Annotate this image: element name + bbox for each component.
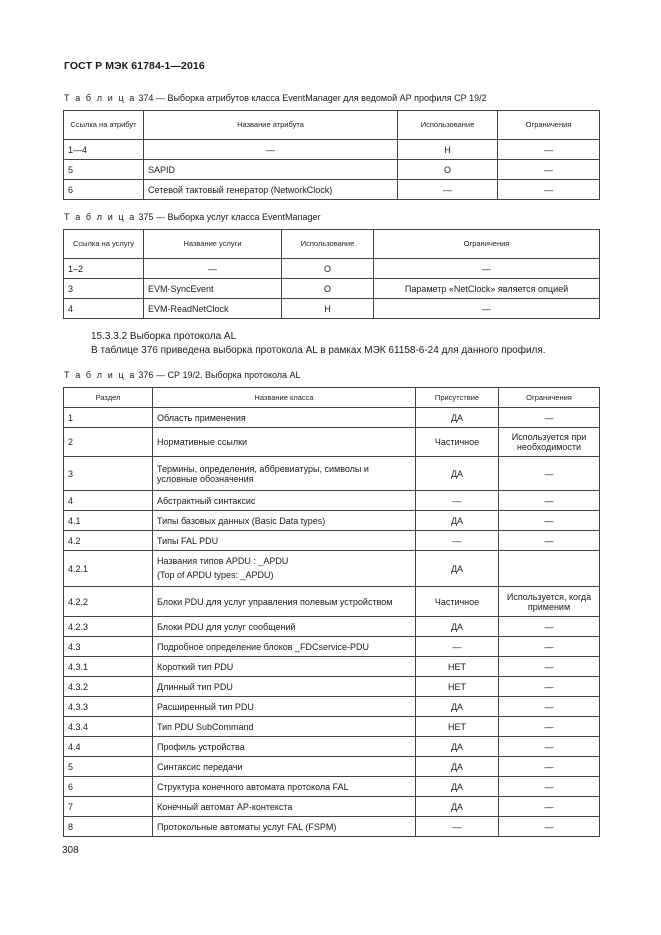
cell: — [499, 617, 600, 637]
header-cell: Присутствие [416, 388, 499, 408]
cell: EVM-ReadNetClock [144, 299, 282, 319]
cell: — [144, 259, 282, 279]
cell: ДА [416, 551, 499, 587]
cell: ДА [416, 457, 499, 491]
table-376 [63, 387, 600, 837]
cell: — [499, 737, 600, 757]
cell: — [499, 657, 600, 677]
cell: Тип PDU SubCommand [153, 717, 416, 737]
cell: 4.3.1 [64, 657, 153, 677]
table-row [64, 531, 600, 551]
table-row [64, 511, 600, 531]
cell: EVM-SyncEvent [144, 279, 282, 299]
cell: 4.2 [64, 531, 153, 551]
cell: НЕТ [416, 717, 499, 737]
table-row [64, 817, 600, 837]
cell [153, 551, 416, 587]
cell: 1—4 [64, 140, 144, 160]
table-row [64, 587, 600, 617]
cell: НЕТ [416, 657, 499, 677]
cell: — [498, 140, 600, 160]
table-row [64, 408, 600, 428]
cell: Короткий тип PDU [153, 657, 416, 677]
table-row [64, 160, 600, 180]
page-number: 308 [62, 845, 79, 856]
cell-line: (Top of APDU types: _APDU) [157, 569, 274, 580]
section-heading: 15.3.3.2 Выборка протокола AL [91, 331, 237, 342]
cell: — [499, 717, 600, 737]
cell: ДА [416, 697, 499, 717]
cell: — [499, 677, 600, 697]
cell: ДА [416, 797, 499, 817]
cell: О [398, 160, 498, 180]
cell-line: Названия типов APDU : _APDU [157, 555, 289, 566]
cell: ДА [416, 617, 499, 637]
cell: 4.2.1 [64, 551, 153, 587]
cell: ДА [416, 757, 499, 777]
cell: Блоки PDU для услуг сообщений [153, 617, 416, 637]
table-row [64, 491, 600, 511]
cell: — [374, 299, 600, 319]
cell: — [499, 757, 600, 777]
header-cell: Раздел [64, 388, 153, 408]
table-row [64, 777, 600, 797]
cell: 7 [64, 797, 153, 817]
cell: — [416, 637, 499, 657]
table-row [64, 737, 600, 757]
cell: 4.3.2 [64, 677, 153, 697]
header-cell: Ограничения [498, 111, 600, 140]
table-row [64, 757, 600, 777]
header-cell: Использование [398, 111, 498, 140]
cell: ДА [416, 737, 499, 757]
cell: 4.3.4 [64, 717, 153, 737]
cell: — [499, 457, 600, 491]
cell: Термины, определения, аббревиатуры, символы и условные обозначения [153, 457, 416, 491]
cell: — [499, 697, 600, 717]
cell: 4.3.3 [64, 697, 153, 717]
cell: Область применения [153, 408, 416, 428]
cell: 4.3 [64, 637, 153, 657]
table-row [64, 299, 600, 319]
cell: О [282, 279, 374, 299]
cell: — [499, 797, 600, 817]
cell: 4 [64, 491, 153, 511]
cell: 1–2 [64, 259, 144, 279]
table-374 [63, 110, 600, 200]
cell: Расширенный тип PDU [153, 697, 416, 717]
cell: Структура конечного автомата протокола FAL [153, 777, 416, 797]
table-row [64, 657, 600, 677]
section-text: В таблице 376 приведена выборка протокола AL в рамках МЭК 61158-6-24 для данного профиля. [91, 345, 546, 356]
cell: 8 [64, 817, 153, 837]
cell [499, 551, 600, 587]
cell: Нормативные ссылки [153, 428, 416, 457]
cell: ДА [416, 408, 499, 428]
cell: — [416, 817, 499, 837]
cell: Н [282, 299, 374, 319]
cell: — [499, 817, 600, 837]
table-row [64, 677, 600, 697]
cell: Сетевой тактовый генератор (NetworkClock) [144, 180, 398, 200]
cell: 5 [64, 160, 144, 180]
cell: Параметр «NetClock» является опцией [374, 279, 600, 299]
header-cell: Название класса [153, 388, 416, 408]
header-cell: Название услуги [144, 230, 282, 259]
caption-prefix: Т а б л и ц а [64, 93, 136, 103]
cell: 1 [64, 408, 153, 428]
cell: — [416, 531, 499, 551]
cell: — [144, 140, 398, 160]
cell: 4.1 [64, 511, 153, 531]
cell: ДА [416, 511, 499, 531]
document-header: ГОСТ Р МЭК 61784-1—2016 [64, 60, 205, 72]
table-row [64, 180, 600, 200]
cell: 3 [64, 279, 144, 299]
table-row [64, 428, 600, 457]
header-cell: Название атрибута [144, 111, 398, 140]
table-row [64, 259, 600, 279]
cell: — [499, 491, 600, 511]
cell: — [499, 511, 600, 531]
cell: Частичное [416, 428, 499, 457]
cell: 4.4 [64, 737, 153, 757]
cell: SAPID [144, 160, 398, 180]
caption-text: 374 — Выборка атрибутов класса EventManager для ведомой АР профиля СР 19/2 [138, 93, 487, 103]
cell: 4.2.2 [64, 587, 153, 617]
cell: — [499, 777, 600, 797]
cell: Используется, когда применим [499, 587, 600, 617]
cell: Длинный тип PDU [153, 677, 416, 697]
cell: Н [398, 140, 498, 160]
table-374-caption [64, 93, 487, 103]
cell: Профиль устройства [153, 737, 416, 757]
cell: — [499, 408, 600, 428]
table-375-caption [64, 212, 321, 222]
table-row [64, 551, 600, 587]
cell: Используется при необходимости [499, 428, 600, 457]
cell: 5 [64, 757, 153, 777]
cell: 3 [64, 457, 153, 491]
table-row [64, 717, 600, 737]
cell: 6 [64, 777, 153, 797]
caption-text: 376 — СР 19/2. Выборка протокола AL [138, 370, 301, 380]
header-cell: Ссылка на услугу [64, 230, 144, 259]
cell: Синтаксис передачи [153, 757, 416, 777]
header-cell: Ограничения [499, 388, 600, 408]
cell: Частичное [416, 587, 499, 617]
cell: Абстрактный синтаксис [153, 491, 416, 511]
cell: Конечный автомат АР-контекста [153, 797, 416, 817]
cell: Типы FAL PDU [153, 531, 416, 551]
table-row [64, 140, 600, 160]
cell: Типы базовых данных (Basic Data types) [153, 511, 416, 531]
cell: — [498, 160, 600, 180]
cell: — [398, 180, 498, 200]
cell: 6 [64, 180, 144, 200]
caption-prefix: Т а б л и ц а [64, 212, 136, 222]
table-row [64, 697, 600, 717]
cell: — [416, 491, 499, 511]
cell: Подробное определение блоков _FDCservice-PDU [153, 637, 416, 657]
caption-text: 375 — Выборка услуг класса EventManager [138, 212, 321, 222]
cell: 4 [64, 299, 144, 319]
table-row [64, 797, 600, 817]
cell: Блоки PDU для услуг управления полевым устройством [153, 587, 416, 617]
header-cell: Использование [282, 230, 374, 259]
table-row [64, 637, 600, 657]
table-375 [63, 229, 600, 319]
table-376-caption [64, 370, 301, 380]
table-row [64, 617, 600, 637]
cell: — [499, 637, 600, 657]
cell: 4.2.3 [64, 617, 153, 637]
caption-prefix: Т а б л и ц а [64, 370, 136, 380]
cell: — [374, 259, 600, 279]
cell: ДА [416, 777, 499, 797]
table-row [64, 279, 600, 299]
cell: — [498, 180, 600, 200]
header-cell: Ограничения [374, 230, 600, 259]
header-cell: Ссылка на атрибут [64, 111, 144, 140]
table-row [64, 457, 600, 491]
cell: О [282, 259, 374, 279]
cell: НЕТ [416, 677, 499, 697]
cell: 2 [64, 428, 153, 457]
cell: — [499, 531, 600, 551]
cell: Протокольные автоматы услуг FAL (FSPM) [153, 817, 416, 837]
